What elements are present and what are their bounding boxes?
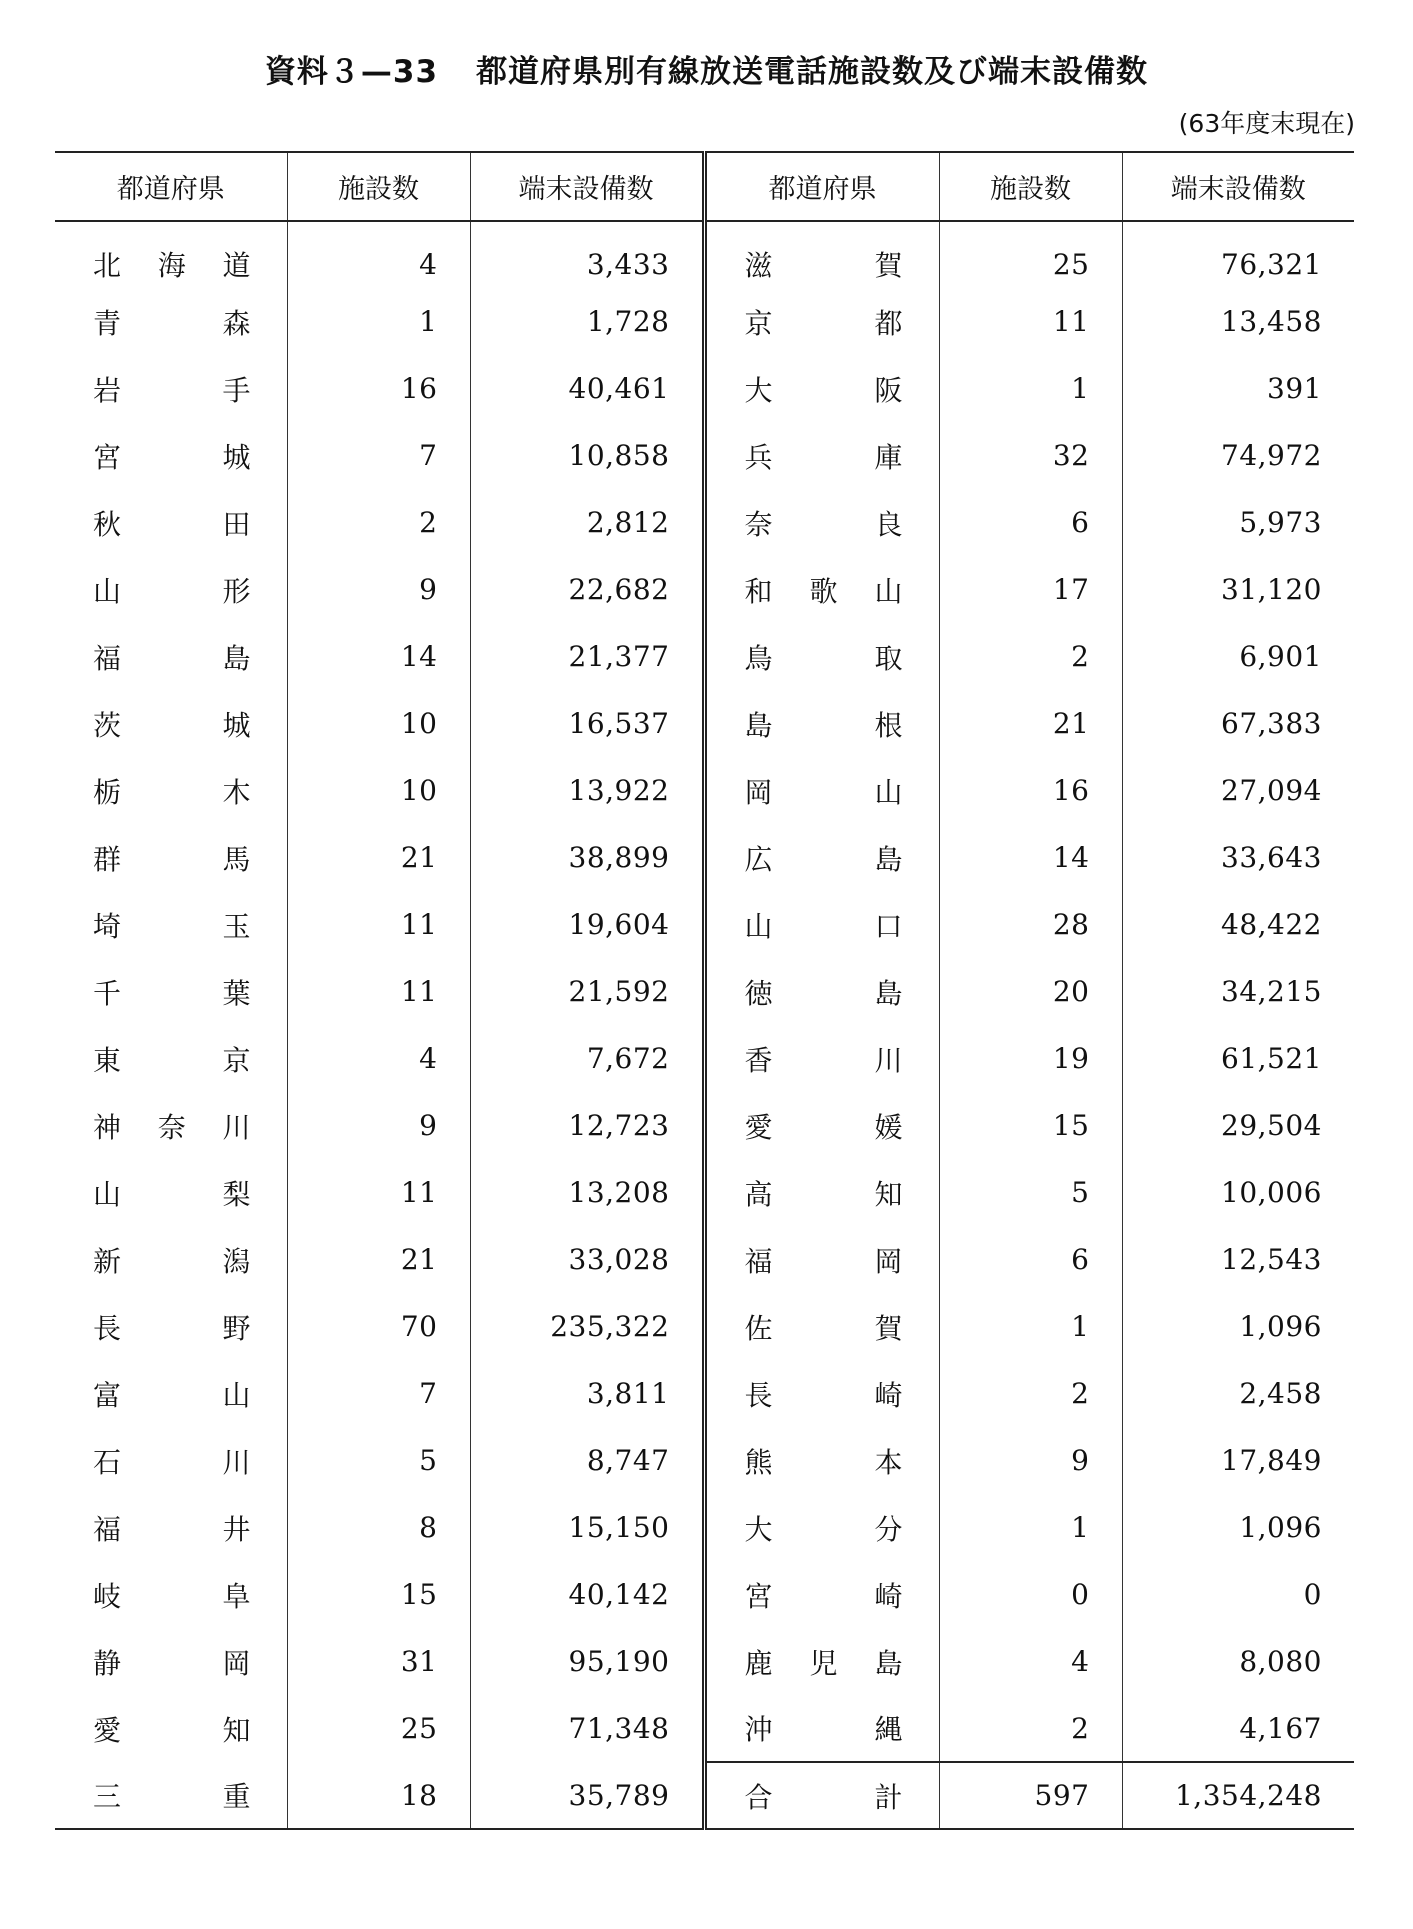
header-prefecture-left: 都道府県 — [55, 152, 287, 221]
prefecture-name: 山 口 — [744, 909, 903, 943]
prefecture-name: 神 奈 川 — [93, 1110, 251, 1144]
prefecture-name: 岐 阜 — [93, 1579, 251, 1613]
prefecture-cell — [55, 1628, 287, 1695]
total-terminals-cell: 1,354,248 — [1122, 1762, 1354, 1829]
terminals-cell: 2,812 — [470, 489, 704, 556]
prefecture-cell — [55, 891, 287, 958]
table-row — [55, 489, 1354, 556]
facilities-cell: 32 — [939, 422, 1122, 489]
prefecture-cell — [704, 1293, 939, 1360]
prefecture-name: 合 計 — [744, 1780, 903, 1814]
prefecture-name: 鳥 取 — [744, 641, 903, 675]
header-terminals-right: 端末設備数 — [1122, 152, 1354, 221]
facilities-cell: 16 — [287, 355, 470, 422]
facilities-cell: 16 — [939, 757, 1122, 824]
terminals-cell: 16,537 — [470, 690, 704, 757]
facilities-cell: 2 — [939, 1695, 1122, 1762]
table-row — [55, 623, 1354, 690]
prefecture-cell — [55, 288, 287, 355]
facilities-cell: 2 — [287, 489, 470, 556]
prefecture-name: 香 川 — [744, 1043, 903, 1077]
prefecture-cell — [55, 355, 287, 422]
prefecture-cell — [55, 958, 287, 1025]
prefecture-name: 富 山 — [93, 1378, 251, 1412]
prefecture-cell — [704, 1628, 939, 1695]
terminals-cell: 13,208 — [470, 1159, 704, 1226]
prefecture-cell — [704, 623, 939, 690]
prefecture-name: 山 形 — [93, 574, 251, 608]
terminals-cell: 3,433 — [470, 221, 704, 288]
terminals-cell: 27,094 — [1122, 757, 1354, 824]
prefecture-cell — [55, 1226, 287, 1293]
facilities-cell: 21 — [287, 824, 470, 891]
terminals-cell: 13,458 — [1122, 288, 1354, 355]
facilities-cell: 21 — [939, 690, 1122, 757]
prefecture-name: 岡 山 — [744, 775, 903, 809]
prefecture-name: 佐 賀 — [744, 1311, 903, 1345]
prefecture-name: 沖 縄 — [744, 1713, 903, 1746]
facilities-cell: 10 — [287, 757, 470, 824]
table-row — [55, 891, 1354, 958]
prefecture-name: 熊 本 — [744, 1445, 903, 1479]
terminals-cell: 7,672 — [470, 1025, 704, 1092]
prefecture-name: 高 知 — [744, 1177, 903, 1211]
prefecture-cell — [704, 1025, 939, 1092]
prefecture-name: 岩 手 — [93, 373, 251, 407]
terminals-cell: 12,723 — [470, 1092, 704, 1159]
table-row — [55, 958, 1354, 1025]
facilities-cell: 28 — [939, 891, 1122, 958]
table-row — [55, 355, 1354, 422]
facilities-cell: 17 — [939, 556, 1122, 623]
terminals-cell: 71,348 — [470, 1695, 704, 1762]
prefecture-name: 石 川 — [93, 1445, 251, 1479]
facilities-cell: 9 — [287, 1092, 470, 1159]
facilities-cell: 14 — [287, 623, 470, 690]
terminals-cell: 4,167 — [1122, 1695, 1354, 1762]
terminals-cell: 31,120 — [1122, 556, 1354, 623]
table-row — [55, 1561, 1354, 1628]
total-label-cell — [704, 1762, 939, 1829]
table-row — [55, 288, 1354, 355]
prefecture-name: 千 葉 — [93, 976, 251, 1010]
facilities-cell: 31 — [287, 1628, 470, 1695]
facilities-cell: 0 — [939, 1561, 1122, 1628]
prefecture-name: 和 歌 山 — [744, 574, 903, 608]
facilities-cell: 21 — [287, 1226, 470, 1293]
prefecture-cell — [704, 824, 939, 891]
prefecture-cell — [704, 288, 939, 355]
facilities-cell: 9 — [939, 1427, 1122, 1494]
prefecture-cell — [704, 556, 939, 623]
prefecture-name: 栃 木 — [93, 775, 251, 809]
prefecture-cell — [704, 1360, 939, 1427]
prefecture-cell — [55, 221, 287, 288]
prefecture-name: 新 潟 — [93, 1244, 251, 1278]
facilities-cell: 11 — [287, 1159, 470, 1226]
terminals-cell: 0 — [1122, 1561, 1354, 1628]
table-row — [55, 1695, 1354, 1762]
prefecture-cell — [55, 422, 287, 489]
prefecture-cell — [704, 1092, 939, 1159]
terminals-cell: 40,142 — [470, 1561, 704, 1628]
prefecture-name: 長 崎 — [744, 1378, 903, 1412]
facilities-cell: 9 — [287, 556, 470, 623]
prefecture-cell — [55, 556, 287, 623]
terminals-cell: 1,096 — [1122, 1293, 1354, 1360]
facilities-cell: 2 — [939, 623, 1122, 690]
facilities-cell: 15 — [287, 1561, 470, 1628]
total-facilities-cell: 597 — [939, 1762, 1122, 1829]
terminals-cell: 8,747 — [470, 1427, 704, 1494]
terminals-cell: 1,728 — [470, 288, 704, 355]
terminals-cell: 1,096 — [1122, 1494, 1354, 1561]
facilities-cell: 10 — [287, 690, 470, 757]
title-text: 都道府県別有線放送電話施設数及び端末設備数 — [476, 54, 1149, 90]
terminals-cell: 15,150 — [470, 1494, 704, 1561]
prefecture-name: 北 海 道 — [93, 249, 251, 282]
table-row — [55, 1092, 1354, 1159]
prefecture-name: 鹿 児 島 — [744, 1646, 903, 1680]
prefecture-cell — [704, 1427, 939, 1494]
terminals-cell: 19,604 — [470, 891, 704, 958]
facilities-cell: 11 — [287, 891, 470, 958]
prefecture-name: 三 重 — [93, 1780, 251, 1813]
prefecture-cell — [704, 1159, 939, 1226]
facilities-cell: 19 — [939, 1025, 1122, 1092]
prefecture-cell — [55, 1159, 287, 1226]
table-row — [55, 1360, 1354, 1427]
page-title — [0, 46, 1413, 91]
prefecture-cell — [55, 1494, 287, 1561]
prefecture-name: 愛 媛 — [744, 1110, 903, 1144]
header-facilities-right: 施設数 — [939, 152, 1122, 221]
terminals-cell: 17,849 — [1122, 1427, 1354, 1494]
terminals-cell: 21,592 — [470, 958, 704, 1025]
facilities-cell: 1 — [287, 288, 470, 355]
prefecture-cell — [55, 824, 287, 891]
terminals-cell: 8,080 — [1122, 1628, 1354, 1695]
table-row — [55, 1226, 1354, 1293]
facilities-cell: 20 — [939, 958, 1122, 1025]
prefecture-cell — [55, 757, 287, 824]
prefecture-name: 静 岡 — [93, 1646, 251, 1680]
table-row — [55, 1494, 1354, 1561]
prefecture-name: 秋 田 — [93, 507, 251, 541]
terminals-cell: 3,811 — [470, 1360, 704, 1427]
table-row — [55, 556, 1354, 623]
table-row — [55, 1427, 1354, 1494]
prefecture-cell — [55, 1293, 287, 1360]
prefecture-name: 群 馬 — [93, 842, 251, 876]
prefecture-name: 山 梨 — [93, 1177, 251, 1211]
prefecture-name: 福 島 — [93, 641, 251, 675]
prefecture-name: 広 島 — [744, 842, 903, 876]
header-prefecture-right: 都道府県 — [704, 152, 939, 221]
data-table — [55, 151, 1354, 1830]
table-row — [55, 757, 1354, 824]
prefecture-name: 宮 崎 — [744, 1579, 903, 1613]
prefecture-name: 茨 城 — [93, 708, 251, 742]
terminals-cell: 48,422 — [1122, 891, 1354, 958]
prefecture-cell — [704, 1561, 939, 1628]
facilities-cell: 15 — [939, 1092, 1122, 1159]
prefecture-cell — [55, 1561, 287, 1628]
terminals-cell: 35,789 — [470, 1762, 704, 1829]
terminals-cell: 12,543 — [1122, 1226, 1354, 1293]
terminals-cell: 21,377 — [470, 623, 704, 690]
table-row — [55, 824, 1354, 891]
prefecture-cell — [704, 958, 939, 1025]
facilities-cell: 1 — [939, 1293, 1122, 1360]
prefecture-name: 福 井 — [93, 1512, 251, 1546]
title-number: 資料３—33 — [264, 54, 439, 90]
prefecture-name: 大 阪 — [744, 373, 903, 407]
prefecture-name: 島 根 — [744, 708, 903, 742]
table-row — [55, 422, 1354, 489]
facilities-cell: 1 — [939, 1494, 1122, 1561]
prefecture-cell — [704, 1494, 939, 1561]
table-row — [55, 1159, 1354, 1226]
table-row — [55, 1762, 1354, 1829]
terminals-cell: 61,521 — [1122, 1025, 1354, 1092]
header-row — [55, 152, 1354, 221]
terminals-cell: 235,322 — [470, 1293, 704, 1360]
prefecture-name: 東 京 — [93, 1043, 251, 1077]
facilities-cell: 18 — [287, 1762, 470, 1829]
facilities-cell: 25 — [939, 221, 1122, 288]
terminals-cell: 76,321 — [1122, 221, 1354, 288]
facilities-cell: 6 — [939, 489, 1122, 556]
terminals-cell: 10,006 — [1122, 1159, 1354, 1226]
terminals-cell: 2,458 — [1122, 1360, 1354, 1427]
facilities-cell: 14 — [939, 824, 1122, 891]
prefecture-name: 徳 島 — [744, 976, 903, 1010]
prefecture-cell — [704, 1226, 939, 1293]
prefecture-name: 滋 賀 — [744, 249, 903, 282]
terminals-cell: 5,973 — [1122, 489, 1354, 556]
prefecture-cell — [704, 489, 939, 556]
facilities-cell: 7 — [287, 1360, 470, 1427]
facilities-cell: 11 — [287, 958, 470, 1025]
prefecture-name: 宮 城 — [93, 440, 251, 474]
table-row — [55, 221, 1354, 288]
prefecture-cell — [55, 1025, 287, 1092]
prefecture-cell — [704, 221, 939, 288]
terminals-cell: 391 — [1122, 355, 1354, 422]
table-row — [55, 1025, 1354, 1092]
prefecture-cell — [55, 623, 287, 690]
terminals-cell: 38,899 — [470, 824, 704, 891]
terminals-cell: 33,643 — [1122, 824, 1354, 891]
prefecture-name: 埼 玉 — [93, 909, 251, 943]
prefecture-name: 愛 知 — [93, 1713, 251, 1747]
facilities-cell: 4 — [939, 1628, 1122, 1695]
prefecture-cell — [55, 1360, 287, 1427]
facilities-cell: 70 — [287, 1293, 470, 1360]
terminals-cell: 33,028 — [470, 1226, 704, 1293]
prefecture-cell — [704, 757, 939, 824]
facilities-cell: 25 — [287, 1695, 470, 1762]
terminals-cell: 6,901 — [1122, 623, 1354, 690]
facilities-cell: 6 — [939, 1226, 1122, 1293]
facilities-cell: 2 — [939, 1360, 1122, 1427]
terminals-cell: 22,682 — [470, 556, 704, 623]
prefecture-cell — [55, 1427, 287, 1494]
terminals-cell: 40,461 — [470, 355, 704, 422]
facilities-cell: 5 — [287, 1427, 470, 1494]
prefecture-name: 兵 庫 — [744, 440, 903, 474]
prefecture-cell — [704, 1695, 939, 1762]
facilities-cell: 4 — [287, 1025, 470, 1092]
facilities-cell: 8 — [287, 1494, 470, 1561]
header-facilities-left: 施設数 — [287, 152, 470, 221]
prefecture-cell — [704, 690, 939, 757]
prefecture-name: 長 野 — [93, 1311, 251, 1345]
prefecture-cell — [704, 422, 939, 489]
prefecture-cell — [55, 690, 287, 757]
prefecture-name: 奈 良 — [744, 507, 903, 541]
terminals-cell: 10,858 — [470, 422, 704, 489]
facilities-cell: 11 — [939, 288, 1122, 355]
prefecture-name: 大 分 — [744, 1512, 903, 1546]
prefecture-name: 福 岡 — [744, 1244, 903, 1278]
table-row — [55, 690, 1354, 757]
terminals-cell: 29,504 — [1122, 1092, 1354, 1159]
header-terminals-left: 端末設備数 — [470, 152, 704, 221]
terminals-cell: 67,383 — [1122, 690, 1354, 757]
prefecture-cell — [704, 891, 939, 958]
prefecture-cell — [55, 1092, 287, 1159]
facilities-cell: 1 — [939, 355, 1122, 422]
facilities-cell: 7 — [287, 422, 470, 489]
prefecture-cell — [55, 1762, 287, 1829]
terminals-cell: 95,190 — [470, 1628, 704, 1695]
terminals-cell: 34,215 — [1122, 958, 1354, 1025]
prefecture-name: 青 森 — [93, 306, 251, 340]
date-note: (63年度末現在) — [1178, 109, 1355, 138]
prefecture-cell — [704, 355, 939, 422]
prefecture-cell — [55, 489, 287, 556]
terminals-cell: 13,922 — [470, 757, 704, 824]
table-row — [55, 1293, 1354, 1360]
facilities-cell: 4 — [287, 221, 470, 288]
table-row — [55, 1628, 1354, 1695]
terminals-cell: 74,972 — [1122, 422, 1354, 489]
prefecture-cell — [55, 1695, 287, 1762]
facilities-cell: 5 — [939, 1159, 1122, 1226]
prefecture-name: 京 都 — [744, 306, 903, 340]
